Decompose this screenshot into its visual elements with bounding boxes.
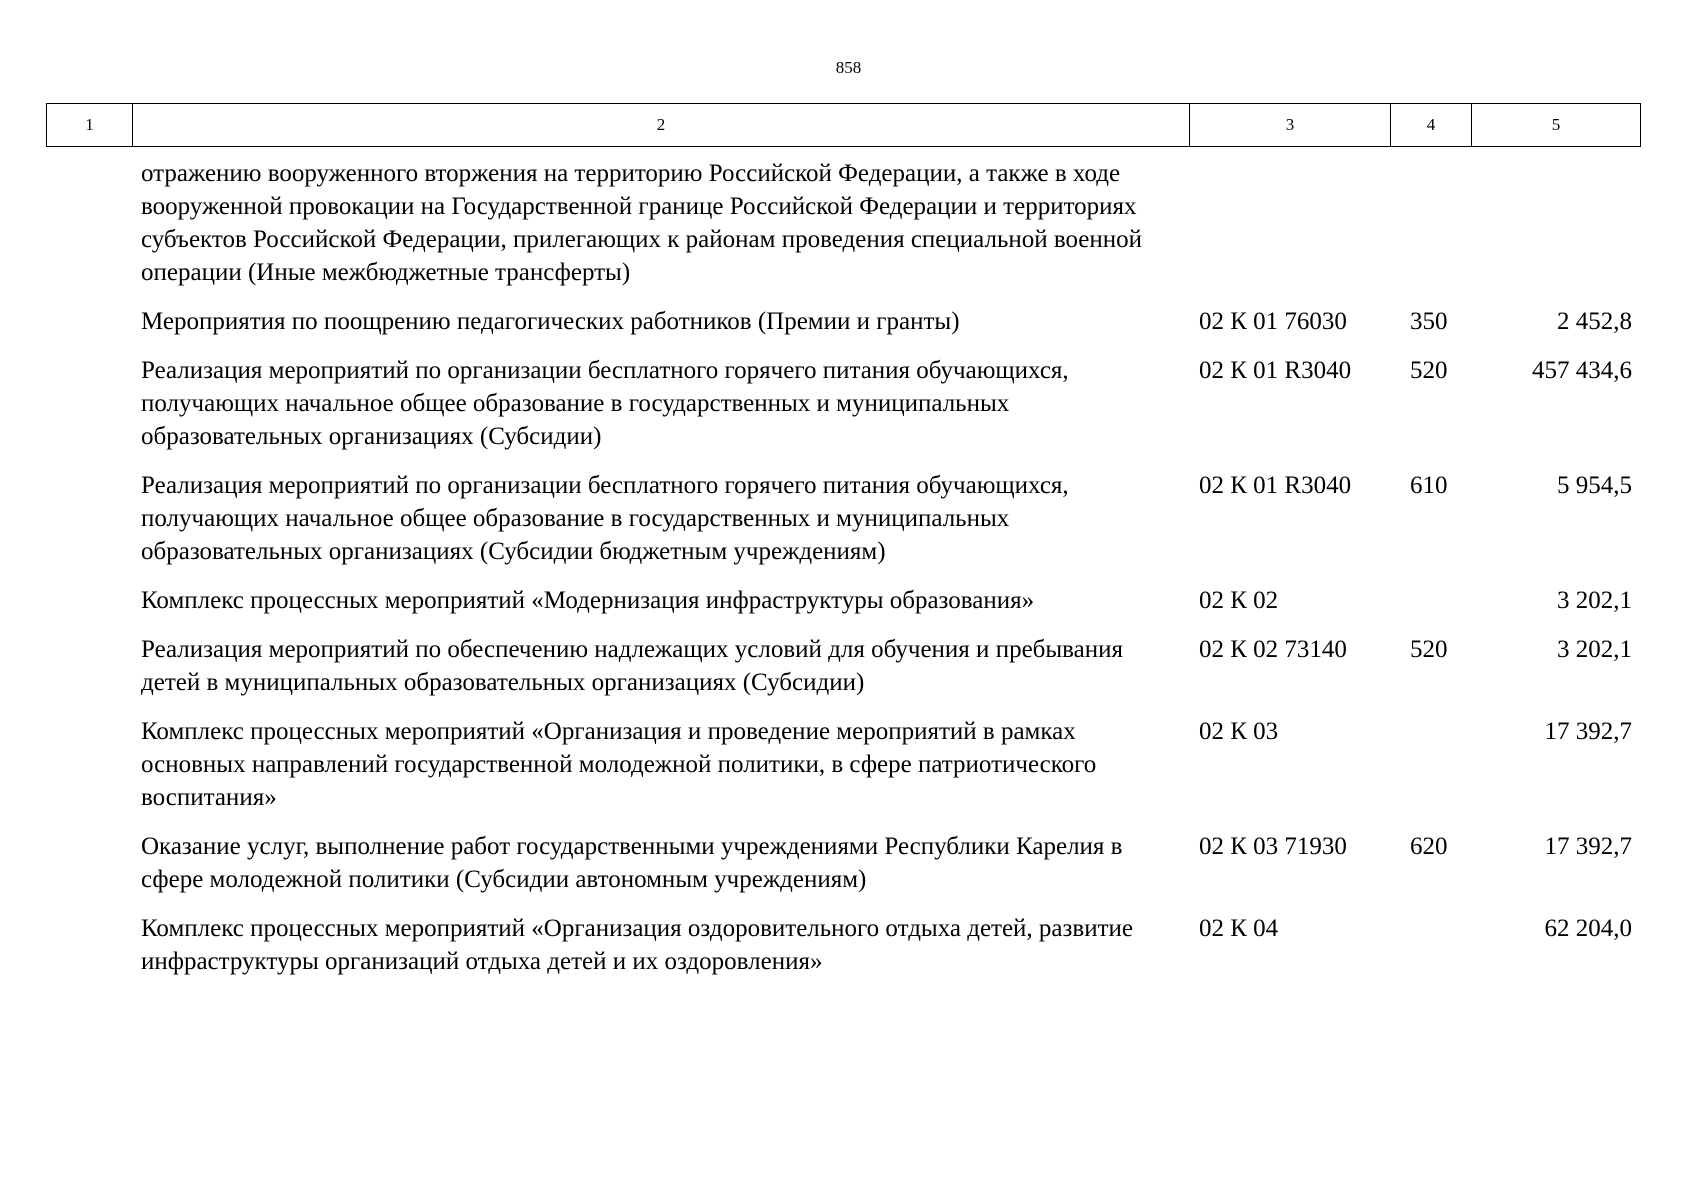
- row-target-code: [1189, 157, 1390, 305]
- row-target-code: 02 К 02: [1199, 587, 1279, 614]
- row-expense-type: [1390, 912, 1471, 994]
- row-target-code: 02 К 03: [1199, 718, 1279, 745]
- row-target-code: 02 К 01 R3040: [1199, 472, 1352, 499]
- row-name: Реализация мероприятий по организации бесплатного горячего питания обучающихся, получающих начальное общее образование в государственных и муниципальных образовательных организациях (Субсидии бюджетным учреждениям): [141, 472, 1069, 565]
- row-name: Оказание услуг, выполнение работ государственными учреждениями Республики Карелия в сфере молодежной политики (Субсидии автономным учреждениям): [141, 833, 1123, 893]
- column-header-2: 2: [133, 104, 1190, 147]
- row-expense-type: [1390, 715, 1471, 830]
- row-name: Реализация мероприятий по обеспечению надлежащих условий для обучения и пребывания детей в муниципальных образовательных организациях (Субсидии): [141, 636, 1124, 696]
- row-target-code: 02 К 01 R3040: [1199, 357, 1352, 384]
- row-amount: 62 204,0: [1544, 915, 1632, 942]
- row-amount: 17 392,7: [1544, 833, 1632, 860]
- table-row: [46, 584, 1640, 633]
- row-amount: 2 452,8: [1557, 308, 1632, 335]
- column-header-5: 5: [1472, 104, 1641, 147]
- table-row: [46, 354, 1640, 469]
- row-amount: 17 392,7: [1544, 718, 1632, 745]
- row-expense-type: 620: [1410, 833, 1448, 860]
- page-number: 858: [835, 58, 862, 77]
- row-expense-type: 520: [1410, 357, 1448, 384]
- budget-table-body: [46, 157, 1640, 994]
- table-row: [46, 912, 1640, 994]
- row-name: Комплекс процессных мероприятий «Организация оздоровительного отдыха детей, развитие инфраструктуры организаций отдыха детей и их оздоровления»: [141, 915, 1133, 975]
- row-name: Мероприятия по поощрению педагогических работников (Премии и гранты): [141, 308, 960, 335]
- row-name: Комплекс процессных мероприятий «Организация и проведение мероприятий в рамках основных направлений государственной молодежной политики, в сфере патриотического воспитания»: [141, 718, 1097, 811]
- column-header-3: 3: [1190, 104, 1391, 147]
- row-expense-type: [1390, 584, 1471, 633]
- row-expense-type: 520: [1410, 636, 1448, 663]
- table-row: [46, 633, 1640, 715]
- table-row: [46, 469, 1640, 584]
- row-target-code: 02 К 02 73140: [1199, 636, 1347, 663]
- row-name: Комплекс процессных мероприятий «Модернизация инфраструктуры образования»: [141, 587, 1035, 614]
- budget-table: [46, 157, 1640, 994]
- table-row: [46, 305, 1640, 354]
- row-amount: 457 434,6: [1532, 357, 1632, 384]
- row-target-code: 02 К 03 71930: [1199, 833, 1347, 860]
- row-amount: 3 202,1: [1557, 636, 1632, 663]
- column-header-table: [46, 103, 1641, 147]
- row-expense-type: 610: [1410, 472, 1448, 499]
- row-name: Реализация мероприятий по организации бесплатного горячего питания обучающихся, получающих начальное общее образование в государственных и муниципальных образовательных организациях (Субсидии): [141, 357, 1069, 450]
- row-amount: [1471, 157, 1640, 305]
- row-amount: 3 202,1: [1557, 587, 1632, 614]
- row-name: отражению вооруженного вторжения на территорию Российской Федерации, а также в ходе вооруженной провокации на Государственной границе Российской Федерации и территориях субъектов Российской Федерации, прилегающих к районам проведения специальной военной операции (Иные межбюджетные трансферты): [141, 160, 1143, 286]
- column-header-1: 1: [47, 104, 133, 147]
- row-amount: 5 954,5: [1557, 472, 1632, 499]
- table-row: [46, 715, 1640, 830]
- row-target-code: 02 К 04: [1199, 915, 1279, 942]
- table-row: [46, 157, 1640, 305]
- row-expense-type: [1390, 157, 1471, 305]
- row-expense-type: 350: [1410, 308, 1448, 335]
- column-header-4: 4: [1391, 104, 1472, 147]
- row-target-code: 02 К 01 76030: [1199, 308, 1347, 335]
- table-row: [46, 830, 1640, 912]
- column-header-row: [47, 104, 1641, 147]
